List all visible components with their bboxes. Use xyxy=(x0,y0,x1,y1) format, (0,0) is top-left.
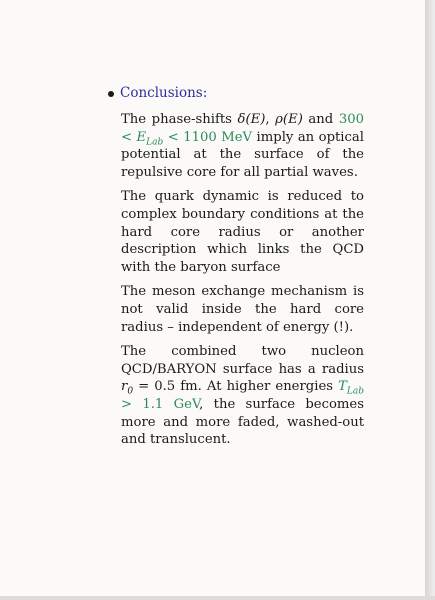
r0-value: = 0.5 fm xyxy=(133,379,198,395)
p4-text-b: . At higher energies xyxy=(197,379,339,395)
p4-text-a: The combined two nucleon QCD/BARYON surface has a radius xyxy=(121,344,364,377)
tlab-subscript: Lab xyxy=(346,386,364,397)
tlab-symbol: T xyxy=(338,379,347,395)
paragraph-quark-dynamic: The quark dynamic is reduced to complex boundary conditions at the hard core radius or another description which links the QCD with the baryon surface xyxy=(121,189,364,275)
p1-rho: ρ(E) xyxy=(275,112,303,127)
p4-text-c: , the surface becomes more and more faded, washed-out and translucent. xyxy=(121,396,364,448)
range-low: 300 < xyxy=(121,112,364,145)
p1-delta: δ(E) xyxy=(237,112,266,127)
page-edge-shadow-right xyxy=(425,0,435,600)
content-block xyxy=(108,83,364,456)
r0-subscript: 0 xyxy=(127,386,134,397)
conclusions-heading xyxy=(108,83,364,103)
elab-symbol: E xyxy=(136,129,147,145)
p1-text-c: imply an optical potential at the surface of the repulsive core for all partial waves. xyxy=(121,129,364,180)
radius-value xyxy=(121,379,198,397)
r0-symbol: r xyxy=(121,379,128,395)
p1-text-b: and xyxy=(302,112,339,127)
tlab-value: > 1.1 GeV xyxy=(121,396,200,412)
p1-comma: , xyxy=(265,112,276,127)
range-high: < 1100 MeV xyxy=(163,129,253,145)
heading-text: Conclusions: xyxy=(120,85,208,101)
page-edge-shadow-bottom xyxy=(0,596,435,600)
elab-subscript: Lab xyxy=(146,137,164,148)
paragraph-baryon-surface xyxy=(121,343,364,449)
p1-text-a: The phase-shifts xyxy=(121,112,238,127)
paragraph-phase-shifts xyxy=(121,111,364,181)
bullet-icon xyxy=(108,91,114,97)
paragraph-meson-exchange: The meson exchange mechanism is not valid inside the hard core radius – independent of energy (!). xyxy=(121,284,364,335)
